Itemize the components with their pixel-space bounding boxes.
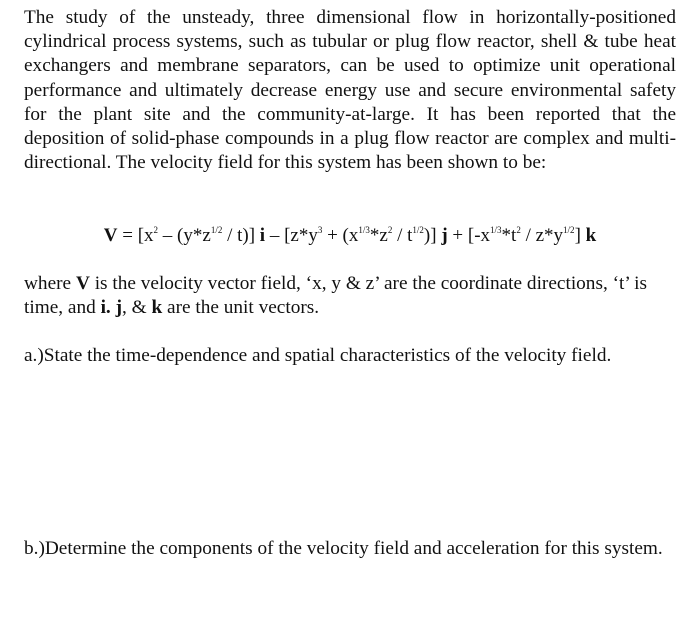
- eq-vector-v: V: [103, 225, 118, 246]
- eq-unit-k: k: [585, 225, 597, 246]
- definitions-unit-i: i.: [100, 297, 111, 319]
- definitions-vector-v: V: [75, 273, 90, 294]
- definitions-text: are the unit vectors.: [162, 297, 320, 319]
- document-page: [24, 6, 676, 559]
- eq-exponent: 1/2: [210, 225, 223, 235]
- eq-unit-i: i: [259, 225, 266, 246]
- eq-unit-j: j: [441, 225, 448, 246]
- eq-term: = [x: [117, 225, 154, 246]
- definitions-text: , &: [122, 297, 152, 319]
- eq-term: *z: [369, 225, 388, 246]
- intro-paragraph: The study of the unsteady, three dimensional flow in horizontally-positioned cylindrical process systems, such as tubular or plug flow reactor, shell & tube heat exchangers and membrane separators, can be used to optimize unit operational performance and ultimately decrease energy use and secure environmental safety for the plant site and the community-at-large. It has been reported that the deposition of solid-phase compounds in a plug flow reactor are complex and multi-directional. The velocity field for this system has been shown to be:: [24, 7, 676, 174]
- eq-term: + [-x: [447, 225, 491, 246]
- eq-term: – (y*z: [158, 225, 211, 246]
- eq-term: / t: [392, 225, 413, 246]
- velocity-equation: [24, 224, 676, 248]
- question-part-b: b.)Determine the components of the velocity field and acceleration for this system.: [24, 538, 663, 559]
- eq-exponent: 2: [387, 225, 393, 235]
- eq-term: ]: [574, 225, 586, 246]
- definitions-unit-j: j: [115, 297, 123, 319]
- eq-exponent: 2: [153, 225, 159, 235]
- eq-exponent: 3: [317, 225, 323, 235]
- definitions-unit-k: k: [151, 297, 163, 319]
- eq-exponent: 1/2: [412, 225, 424, 235]
- eq-term: + (x: [322, 225, 359, 246]
- eq-term: )]: [423, 225, 442, 246]
- eq-exponent: 1/2: [563, 225, 575, 235]
- eq-term: – [z*y: [265, 225, 318, 246]
- eq-term: / z*y: [520, 225, 564, 246]
- eq-exponent: 1/3: [490, 225, 502, 235]
- eq-exponent: 1/3: [358, 225, 370, 235]
- definitions-text: is the velocity vector field, ‘x, y & z’ are the coordinate directions, ‘t’ is time, and: [24, 273, 648, 319]
- eq-term: *t: [501, 225, 517, 246]
- question-part-a: a.)State the time-dependence and spatial characteristics of the velocity field.: [24, 345, 612, 366]
- eq-term: / t)]: [222, 225, 260, 246]
- definitions-paragraph: [24, 272, 676, 320]
- eq-exponent: 2: [516, 225, 521, 235]
- definitions-text: where: [24, 273, 76, 294]
